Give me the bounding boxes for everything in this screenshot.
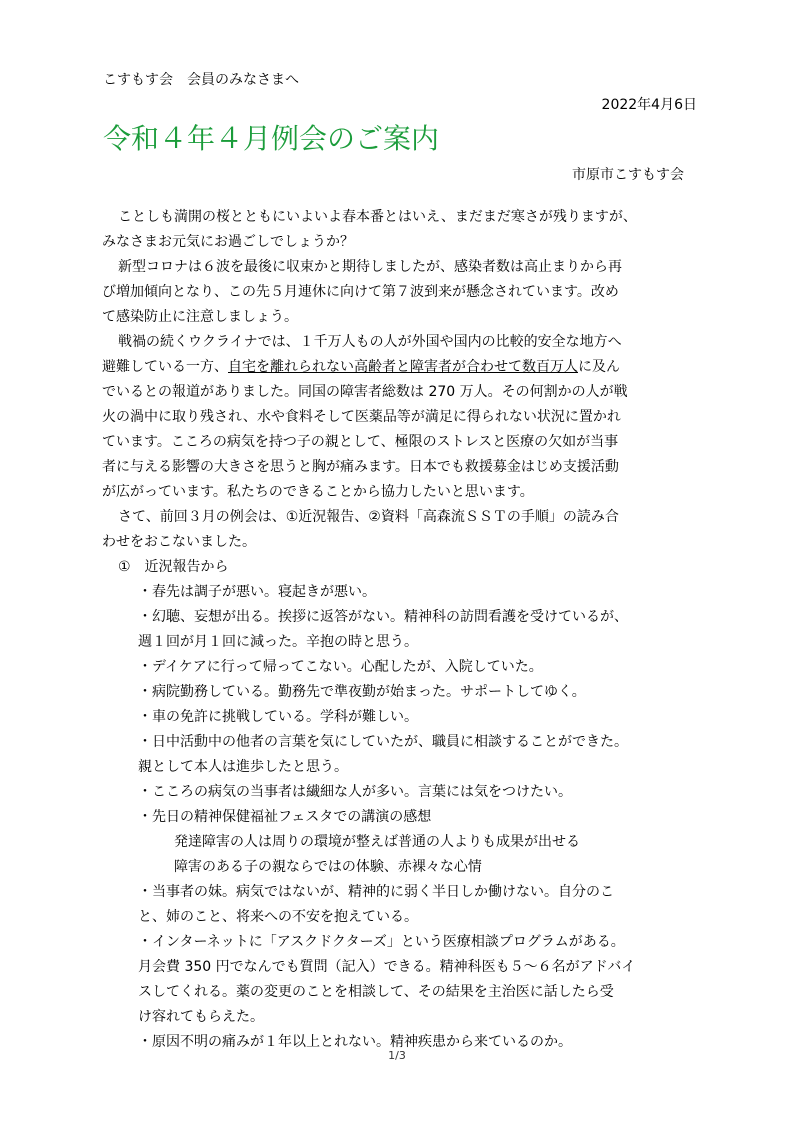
text-segment: に及ん — [578, 359, 620, 375]
list-item: ・原因不明の痛みが１年以上とれない。精神疾患から来ているのか。 — [138, 1034, 572, 1050]
list-item: ・先日の精神保健福祉フェスタでの講演の感想 — [138, 809, 432, 825]
date: 2022年4月6日 — [601, 97, 697, 113]
paragraph-line — [102, 355, 702, 380]
list-item-continuation: 月会費 350 円でなんでも質問（記入）できる。精神科医も５〜６名がアドバイ — [138, 959, 636, 975]
list-item: ・当事者の妹。病気ではないが、精神的に弱く半日しか働けない。自分のこ — [138, 884, 614, 900]
section-heading: ① 近況報告から — [118, 559, 229, 575]
paragraph-line: び増加傾向となり、この先５月連休に向けて第７波到来が懸念されています。改め — [102, 284, 619, 300]
paragraph-line: 戦禍の続くウクライナでは、１千万人もの人が外国や国内の比較的安全な地方へ — [118, 334, 622, 350]
paragraph-line: 者に与える影響の大きさを思うと胸が痛みます。日本でも救援募金はじめ支援活動 — [102, 459, 619, 475]
list-item-continuation: 親として本人は進歩したと思う。 — [138, 759, 348, 775]
list-item: ・幻聴、妄想が出る。挨拶に返答がない。精神科の訪問看護を受けているが、 — [138, 609, 628, 625]
list-subitem: 障害のある子の親ならではの体験、赤裸々な心情 — [174, 859, 482, 875]
list-item: ・デイケアに行って帰ってこない。心配したが、入院していた。 — [138, 659, 543, 675]
text-segment: 避難している一方、 — [102, 359, 228, 375]
list-item: ・日中活動中の他者の言葉を気にしていたが、職員に相談することができた。 — [138, 734, 628, 750]
paragraph-line: が広がっています。私たちのできることから協力したいと思います。 — [102, 484, 534, 500]
paragraph-line: ことしも満開の桜とともにいよいよ春本番とはいえ、まだまだ寒さが残りますが、 — [118, 209, 637, 225]
list-item: ・インターネットに「アスクドクターズ」という医療相談プログラムがある。 — [138, 934, 625, 950]
paragraph-line: ています。こころの病気を持つ子の親として、極限のストレスと医療の欠如が当事 — [102, 434, 619, 450]
paragraph-line: て感染防止に注意しましょう。 — [102, 309, 298, 325]
letter-body — [102, 205, 702, 1055]
paragraph-line: 火の渦中に取り残され、水や食料そして医薬品等が満足に得られない状況に置かれ — [102, 409, 621, 425]
paragraph-line: わせをおこないました。 — [102, 534, 256, 550]
list-item-continuation: け容れてもらえた。 — [138, 1009, 264, 1025]
page-title: 令和４年４月例会のご案内 — [103, 122, 440, 155]
paragraph-line: でいるとの報道がありました。同国の障害者総数は 270 万人。その何割かの人が戦 — [102, 384, 628, 400]
organization: 市原市こすもす会 — [572, 167, 684, 183]
underlined-text: 自宅を離れられない高齢者と障害者が合わせて数百万人 — [228, 359, 578, 375]
addressee: こすもす会 会員のみなさまへ — [103, 72, 299, 88]
list-item: ・こころの病気の当事者は繊細な人が多い。言葉には気をつけたい。 — [138, 784, 572, 800]
page-number: 1/3 — [388, 1049, 406, 1062]
list-item-continuation: 週１回が月１回に減った。辛抱の時と思う。 — [138, 634, 418, 650]
paragraph-line: さて、前回３月の例会は、①近況報告、②資料「高森流ＳＳＴの手順」の読み合 — [118, 509, 619, 525]
list-item: ・病院勤務している。勤務先で準夜勤が始まった。サポートしてゆく。 — [138, 684, 586, 700]
paragraph-line: 新型コロナは６波を最後に収束かと期待しましたが、感染者数は高止まりから再 — [118, 259, 622, 275]
list-item: ・車の免許に挑戦している。学科が難しい。 — [138, 709, 418, 725]
list-item: ・春先は調子が悪い。寝起きが悪い。 — [138, 584, 376, 600]
list-item-continuation: と、姉のこと、将来への不安を抱えている。 — [138, 909, 418, 925]
list-subitem: 発達障害の人は周りの環境が整えば普通の人よりも成果が出せる — [174, 834, 580, 850]
list-item-continuation: スしてくれる。薬の変更のことを相談して、その結果を主治医に話したら受 — [138, 984, 614, 1000]
paragraph-line: みなさまお元気にお過ごしでしょうか？ — [102, 234, 354, 250]
